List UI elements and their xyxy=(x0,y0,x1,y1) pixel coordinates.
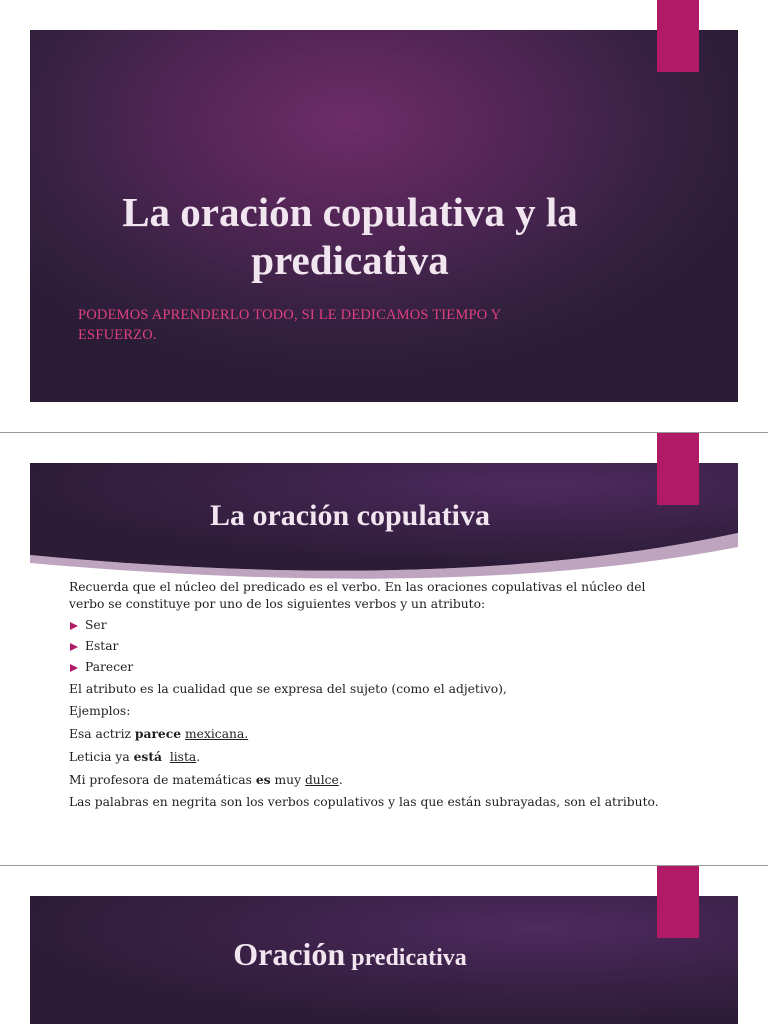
slide-1-title xyxy=(70,188,630,284)
example-2: Leticia ya está lista. xyxy=(69,749,201,764)
triangle-bullet-icon xyxy=(70,664,78,672)
intro-text xyxy=(69,579,719,613)
intro-line-2: verbo se constituye por uno de los siguientes verbos y un atributo: xyxy=(69,597,486,611)
slide-3-banner xyxy=(30,896,738,1024)
accent-tab xyxy=(657,433,699,505)
slide-2-banner xyxy=(30,463,738,581)
title-small: predicativa xyxy=(345,945,467,971)
atributo-definition: El atributo es la cualidad que se expresa del sujeto (como el adjetivo), xyxy=(69,682,507,696)
slide-2-body xyxy=(69,579,719,811)
closing-text: Las palabras en negrita son los verbos copulativos y las que están subrayadas, son el atributo. xyxy=(69,795,659,809)
intro-line-1: Recuerda que el núcleo del predicado es el verbo. En las oraciones copulativas el núcleo del xyxy=(69,580,646,594)
ejemplos-label: Ejemplos: xyxy=(69,704,131,718)
slide-3 xyxy=(0,866,768,1024)
bullet-label: Estar xyxy=(85,639,119,653)
triangle-bullet-icon xyxy=(70,622,78,630)
subtitle-line-1: PODEMOS APRENDERLO TODO, SI LE DEDICAMOS TIEMPO Y xyxy=(78,307,502,323)
bullet-label: Ser xyxy=(85,618,107,632)
slide-1-subtitle xyxy=(78,305,598,345)
accent-tab xyxy=(657,866,699,938)
copulative-verb: parece xyxy=(134,726,182,741)
copulative-verb: está xyxy=(133,749,162,764)
example-3: Mi profesora de matemáticas es muy dulce. xyxy=(69,772,343,787)
bullet-item xyxy=(69,617,719,634)
accent-tab xyxy=(657,0,699,72)
title-line-1: La oración copulativa y la xyxy=(122,189,578,235)
subtitle-line-2: ESFUERZO. xyxy=(78,327,157,343)
copulative-verb: es xyxy=(255,772,271,787)
attribute-underlined: dulce xyxy=(304,773,339,787)
bullet-item xyxy=(69,638,719,655)
slide-2-title: La oración copulativa xyxy=(209,499,490,532)
slide-2 xyxy=(0,433,768,865)
bullet-item xyxy=(69,659,719,676)
slide-3-title xyxy=(30,936,670,973)
attribute-underlined: mexicana. xyxy=(185,727,249,741)
slide-1 xyxy=(0,0,768,432)
example-1: Esa actriz parece mexicana. xyxy=(69,726,249,741)
attribute-underlined: lista xyxy=(169,750,197,764)
bullet-label: Parecer xyxy=(85,660,134,674)
triangle-bullet-icon xyxy=(70,643,78,651)
title-line-2: predicativa xyxy=(251,237,449,283)
title-big: Oración xyxy=(233,936,346,972)
